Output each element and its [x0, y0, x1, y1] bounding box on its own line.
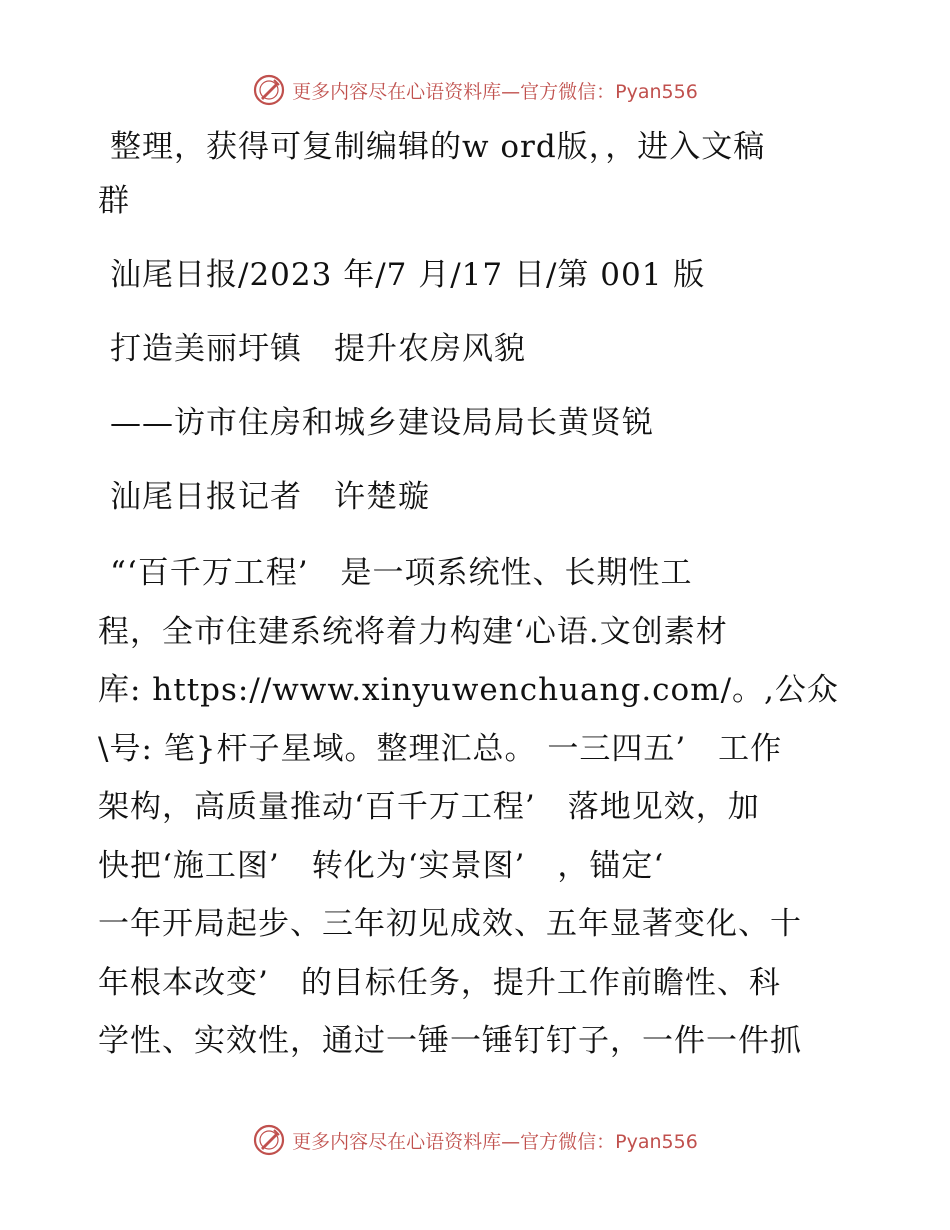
- banner-text: 更多内容尽在心语资料库—官方微信：Pyan556: [292, 1130, 698, 1153]
- body-line: 快把‘施工图’ 转化为‘实景图’ ，锚定‘: [98, 847, 665, 884]
- banner-text: 更多内容尽在心语资料库—官方微信：Pyan556: [292, 80, 698, 103]
- body-line: 库: https://www.xinyuwenchuang.com/。,公众: [98, 672, 839, 708]
- footer-banner: [0, 1120, 950, 1160]
- source-line: 汕尾日报/2023 年/7 月/17 日/第 001 版: [110, 257, 706, 293]
- intro-line-2: 群: [98, 183, 130, 219]
- headline: 打造美丽圩镇 提升农房风貌: [110, 331, 526, 367]
- document-body: [98, 120, 850, 1071]
- body-line: 学性、实效性，通过一锤一锤钉钉子，一件一件抓: [98, 1023, 802, 1059]
- logo-pen-icon: [252, 73, 286, 107]
- subtitle: ——访市住房和城乡建设局局长黄贤锐: [110, 405, 654, 441]
- body-line: “‘百千万工程’ 是一项系统性、长期性工: [110, 555, 693, 591]
- body-line: 架构，高质量推动‘百千万工程’ 落地见效，加: [98, 789, 760, 825]
- header-banner: [0, 70, 950, 110]
- logo-pen-icon: [252, 1123, 286, 1157]
- byline: 汕尾日报记者 许楚璇: [110, 479, 430, 515]
- body-line: 年根本改变’ 的目标任务，提升工作前瞻性、科: [98, 964, 781, 1001]
- body-line: \号: 笔}杆子星域。整理汇总。 一三四五’ 工作: [98, 730, 783, 767]
- body-paragraph: [98, 544, 850, 1071]
- body-line: 一年开局起步、三年初见成效、五年显著变化、十: [98, 906, 802, 942]
- body-line: 程，全市住建系统将着力构建‘心语.文创素材: [98, 613, 728, 650]
- intro-line-1: 整理，获得可复制编辑的w ord版，，进入文稿: [110, 129, 766, 165]
